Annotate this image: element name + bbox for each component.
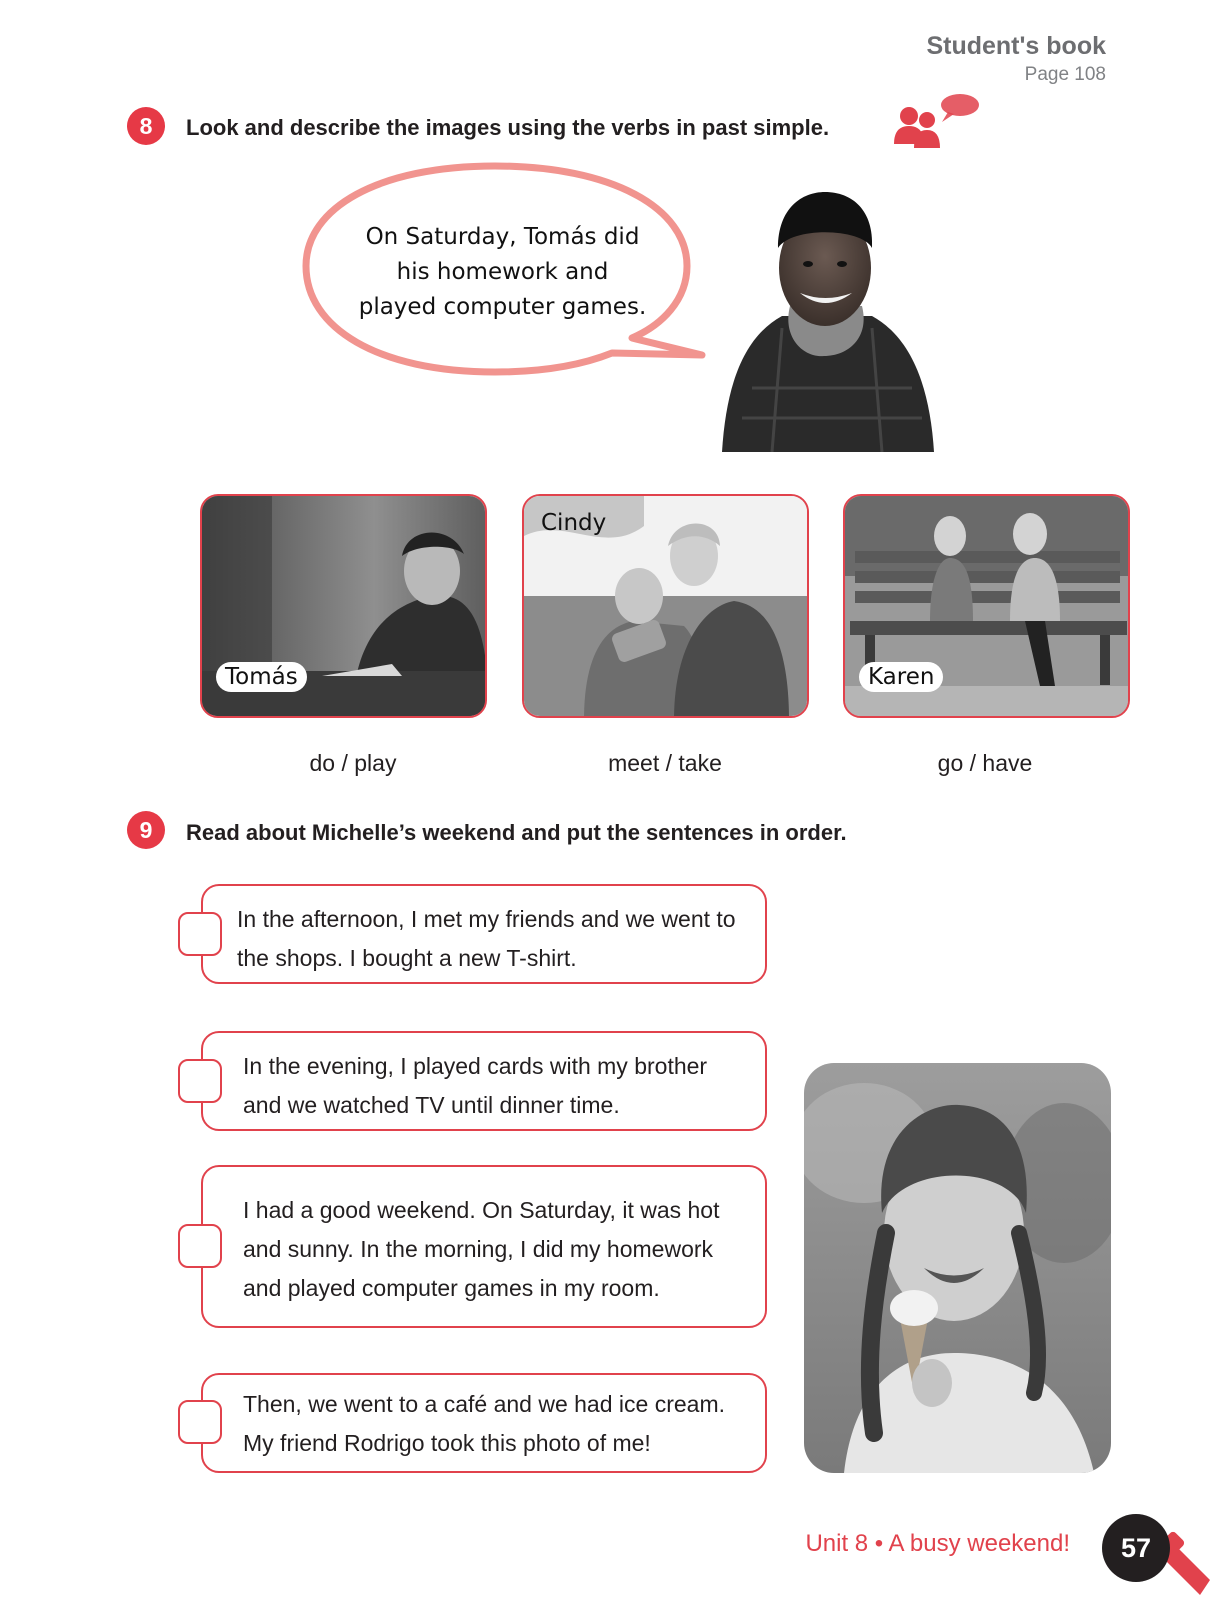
book-title: Student's book: [926, 32, 1106, 60]
name-tag-cindy: Cindy: [541, 510, 607, 536]
verbs-karen: go / have: [937, 750, 1033, 776]
order-checkbox[interactable]: [178, 1400, 222, 1444]
sentence-box: [201, 1165, 767, 1328]
exercise-8-instruction: Look and describe the images using the verbs in past simple.: [186, 115, 830, 140]
sentence-text: Then, we went to a café and we had ice cream. My friend Rodrigo took this photo of me!: [243, 1391, 725, 1456]
sentence-box: [201, 884, 767, 984]
page-number-badge: 57: [1102, 1514, 1170, 1582]
order-checkbox[interactable]: [178, 1059, 222, 1103]
order-checkbox[interactable]: [178, 1224, 222, 1268]
boy-photo: [712, 188, 938, 452]
michelle-ice-cream-photo: [804, 1063, 1111, 1473]
exercise-8-number: 8: [127, 107, 165, 145]
sentence-text: In the afternoon, I met my friends and we went to the shops. I bought a new T-shirt.: [237, 906, 736, 971]
exercise-9-instruction: Read about Michelle’s weekend and put the sentences in order.: [186, 820, 847, 845]
name-tag-karen: Karen: [859, 662, 943, 692]
speaking-pair-icon: [890, 92, 982, 148]
unit-title: Unit 8 • A busy weekend!: [805, 1530, 1070, 1557]
name-tag-tomas: Tomás: [216, 662, 307, 692]
michelle-ice-cream-image: [804, 1063, 1111, 1473]
verbs-cindy: meet / take: [608, 750, 722, 776]
exercise-9-number: 9: [127, 811, 165, 849]
book-page-reference: Page 108: [1024, 64, 1106, 85]
verbs-tomas: do / play: [309, 750, 397, 776]
sentence-text: I had a good weekend. On Saturday, it was hot and sunny. In the morning, I did my homework and played computer games in my room.: [243, 1197, 720, 1301]
photo-card-karen: [843, 494, 1130, 718]
sentence-text: In the evening, I played cards with my brother and we watched TV until dinner time.: [243, 1053, 708, 1118]
sentence-box: [201, 1373, 767, 1473]
speech-bubble-text: On Saturday, Tomás did his homework and played computer games.: [358, 224, 647, 320]
photo-card-cindy: [522, 494, 809, 718]
order-checkbox[interactable]: [178, 912, 222, 956]
photo-card-tomas: [200, 494, 487, 718]
sentence-box: [201, 1031, 767, 1131]
